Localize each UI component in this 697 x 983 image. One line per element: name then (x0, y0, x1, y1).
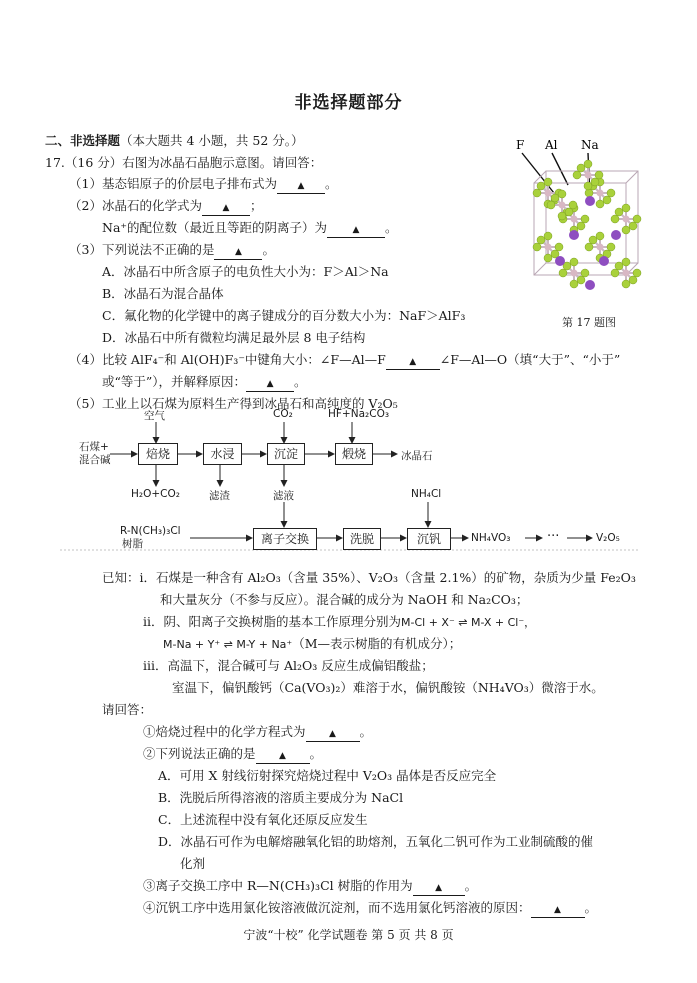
label-na: Na (581, 138, 599, 152)
known-ii-line2 (163, 634, 461, 652)
fluorine-atom (596, 232, 604, 240)
fluorine-atom (607, 243, 615, 251)
fluorine-atom (533, 243, 541, 251)
q17-part4a-text: （4）比较 AlF₄⁻和 Al(OH)F₃⁻中键角大小：∠F—Al—F (69, 352, 386, 367)
known-iii-line1: iii．高温下，混合碱可与 Al₂O₃ 反应生成偏铝酸盐； (143, 658, 434, 673)
punct: 。 (584, 900, 598, 915)
fluorine-atom (569, 201, 577, 209)
q17-part4b-text: ∠F—Al—O（填“大于”、“小于” (439, 352, 621, 367)
blank-marker-icon: ▲ (222, 203, 230, 213)
answer-blank[interactable] (413, 879, 465, 896)
input-resin (120, 525, 181, 551)
crystal-figure (508, 135, 650, 335)
q17-part4a (69, 350, 620, 370)
fluorine-atom (573, 171, 581, 179)
fluorine-atom (615, 262, 623, 270)
q17-part2b (102, 218, 398, 238)
fluorine-atom (547, 201, 555, 209)
sodium-atom (611, 230, 621, 240)
section-heading (45, 131, 304, 149)
input-line1: 石煤+ (79, 441, 109, 453)
aluminum-atom (545, 190, 552, 197)
fluorine-atom (622, 204, 630, 212)
fluorine-atom (565, 208, 573, 216)
known-ii-line1 (143, 612, 535, 630)
output-residue: 滤渣 (209, 490, 230, 502)
sodium-atom (569, 230, 579, 240)
sub-question-1 (143, 722, 372, 742)
aluminum-atom (597, 244, 604, 251)
aluminum-atom (545, 244, 552, 251)
sub-question-3 (143, 876, 477, 896)
alf6-clusters (533, 160, 641, 288)
q17-part3 (69, 240, 275, 260)
sub-question-2-option-d-line1: D．冰晶石可作为电解熔融氧化铝的助熔剂，五氧化二钒可作为工业制硫酸的催 (158, 834, 594, 849)
page-title: 非选择题部分 (294, 93, 403, 113)
punct: 。 (294, 374, 307, 389)
punct: 。 (324, 176, 338, 191)
q17-part1-text: （1）基态铝原子的价层电子排布式为 (69, 176, 277, 191)
blank-marker-icon: ▲ (297, 181, 305, 191)
fluorine-atom (544, 232, 552, 240)
aluminum-atom (623, 216, 630, 223)
punct: 。 (385, 220, 398, 235)
answer-blank[interactable] (214, 243, 262, 260)
fluorine-atom (558, 190, 566, 198)
q17-option-c: C．氟化物的化学键中的离子键成分的百分数大小为：NaF＞AlF₃ (102, 308, 466, 323)
fluorine-atom (633, 269, 641, 277)
figure-caption: 第 17 题图 (562, 316, 616, 329)
fluorine-atom (591, 178, 599, 186)
fluorine-atom (595, 171, 603, 179)
process-flow-diagram (60, 402, 640, 552)
blank-marker-icon: ▲ (266, 379, 274, 389)
known-ii-note: （M—表示树脂的有机成分）； (292, 636, 462, 651)
sodium-atom (585, 280, 595, 290)
sub-question-1-text: ①焙烧过程中的化学方程式为 (143, 724, 306, 739)
aluminum-atom (597, 190, 604, 197)
product-v2o5: V₂O₅ (596, 532, 620, 544)
fluorine-atom (629, 222, 637, 230)
label-f: F (516, 138, 525, 152)
step-vanadium-precip: 沉钒 (407, 528, 451, 550)
input-hf-na2co3: HF+Na₂CO₃ (328, 408, 390, 420)
input-line2: 混合碱 (79, 454, 111, 466)
fluorine-atom (585, 189, 593, 197)
fluorine-atom (607, 189, 615, 197)
fluorine-atom (622, 226, 630, 234)
sub-question-2-text: ②下列说法正确的是 (143, 746, 256, 761)
fluorine-atom (584, 160, 592, 168)
known-ii-prefix: ii．阴、阳离子交换树脂的基本工作原理分别为 (143, 614, 401, 629)
blank-marker-icon: ▲ (435, 883, 443, 893)
fluorine-atom (551, 194, 559, 202)
fluorine-atom (581, 269, 589, 277)
sub-question-3-text: ③离子交换工序中 R—N(CH₃)₃Cl 树脂的作用为 (143, 878, 413, 893)
fluorine-atom (558, 212, 566, 220)
input-coal-base (79, 441, 111, 467)
fluorine-atom (622, 280, 630, 288)
q17-part3-text: （3）下列说法不正确的是 (69, 242, 215, 257)
q17-part2a (69, 196, 262, 216)
punct: 。 (262, 242, 275, 257)
sub-question-2 (143, 744, 322, 764)
blank-marker-icon: ▲ (409, 357, 417, 367)
fluorine-atom (537, 182, 545, 190)
q17-part5: （5）工业上以石煤为原料生产得到冰晶石和高纯度的 V₂O₅ (69, 396, 398, 411)
known-i-line2: 和大量灰分（不参与反应）。混合碱的成分为 NaOH 和 Na₂CO₃； (160, 592, 529, 607)
output-filtrate: 滤液 (273, 490, 294, 502)
punct: ； (249, 198, 263, 213)
product-cryolite: 冰晶石 (401, 450, 433, 462)
step-water-leach: 水浸 (203, 443, 242, 465)
answer-blank[interactable] (246, 375, 294, 392)
q17-part1 (69, 174, 337, 194)
fluorine-atom (611, 215, 619, 223)
blank-marker-icon: ▲ (279, 751, 286, 761)
punct: 。 (359, 724, 373, 739)
input-co2: CO₂ (273, 408, 293, 420)
step-roasting: 焙烧 (138, 443, 178, 465)
section-label: 二、非选择题 (45, 133, 121, 148)
fluorine-atom (544, 254, 552, 262)
fluorine-atom (596, 200, 604, 208)
q17-part2b-text: Na⁺的配位数（最近且等距的阴离子）为 (102, 220, 327, 235)
known-i-line1: 已知：i．石煤是一种含有 Al₂O₃（含量 35%）、V₂O₃（含量 2.1%）的矿物，杂质为少量 Fe₂O₃ (102, 570, 636, 585)
q17-option-b: B．冰晶石为混合晶体 (102, 286, 224, 301)
sodium-atom (555, 256, 565, 266)
step-ion-exchange: 离子交换 (253, 528, 317, 550)
answer-blank[interactable] (531, 901, 585, 918)
fluorine-atom (570, 258, 578, 266)
cryolite-unit-cell-image (508, 135, 650, 335)
aluminum-atom (585, 172, 592, 179)
step-precipitate: 沉淀 (267, 443, 305, 465)
sub-question-2-option-a: A．可用 X 射线衍射探究焙烧过程中 V₂O₃ 晶体是否反应完全 (158, 768, 497, 783)
question-17-stem: 17.（16 分）右图为冰晶石晶胞示意图。请回答： (45, 155, 323, 170)
answer-blank[interactable] (202, 199, 250, 216)
fluorine-atom (559, 269, 567, 277)
q17-part4c-text: 或“等于”），并解释原因： (102, 374, 247, 389)
q17-option-a: A．冰晶石中所含原子的电负性大小为：F＞Al＞Na (102, 264, 389, 279)
fluorine-atom (533, 189, 541, 197)
aluminum-atom (571, 270, 578, 277)
fluorine-atom (589, 236, 597, 244)
sub-question-2-option-c: C．上述流程中没有氧化还原反应发生 (158, 812, 368, 827)
aluminum-atom (571, 216, 578, 223)
fluorine-atom (633, 215, 641, 223)
fluorine-atom (581, 215, 589, 223)
sub-question-4 (143, 898, 597, 918)
sodium-atom (585, 196, 595, 206)
ellipsis: ··· (547, 529, 560, 544)
fluorine-atom (611, 269, 619, 277)
q17-option-d: D．冰晶石中所有微粒均满足最外层 8 电子结构 (102, 330, 366, 345)
fluorine-atom (570, 280, 578, 288)
fluorine-atom (603, 196, 611, 204)
output-h2o-co2: H₂O+CO₂ (131, 488, 180, 500)
sub-question-4-text: ④沉钒工序中选用氯化铵溶液做沉淀剂，而不选用氯化钙溶液的原因： (143, 900, 531, 915)
answer-blank[interactable] (256, 747, 310, 764)
answer-blank[interactable] (386, 353, 440, 370)
input-nh4cl: NH₄Cl (411, 488, 442, 500)
fluorine-atom (615, 208, 623, 216)
step-elution: 洗脱 (343, 528, 381, 550)
product-nh4vo3: NH₄VO₃ (471, 532, 511, 544)
input-air: 空气 (144, 410, 165, 422)
step-calcine: 煅烧 (335, 443, 373, 465)
fluorine-atom (629, 276, 637, 284)
label-al: Al (545, 138, 558, 152)
aluminum-atom (559, 202, 566, 209)
q17-part2a-text: （2）冰晶石的化学式为 (69, 198, 202, 213)
fluorine-atom (622, 258, 630, 266)
blank-marker-icon: ▲ (235, 247, 242, 257)
sodium-atom (599, 256, 609, 266)
fluorine-atom (577, 164, 585, 172)
blank-marker-icon: ▲ (352, 225, 360, 235)
section-note: （本大题共 4 小题，共 52 分。） (120, 133, 304, 148)
fluorine-atom (584, 182, 592, 190)
fluorine-atom (577, 276, 585, 284)
answer-intro: 请回答： (102, 702, 153, 717)
sub-question-2-option-d-line2: 化剂 (180, 856, 206, 871)
page-footer: 宁波“十校” 化学试题卷 第 5 页 共 8 页 (243, 928, 454, 942)
answer-blank[interactable] (327, 221, 385, 238)
fluorine-atom (555, 243, 563, 251)
resin-line2: 树脂 (122, 538, 143, 550)
known-iii-line2: 室温下，偏钒酸钙（Ca(VO₃)₂）难溶于水，偏钒酸铵（NH₄VO₃）微溶于水。 (172, 680, 604, 695)
punct: 。 (464, 878, 478, 893)
punct: 。 (309, 746, 323, 761)
q17-part4c (102, 372, 307, 392)
equation-cation-exchange: M-Na + Y⁺ ⇌ M-Y + Na⁺ (163, 638, 293, 651)
blank-marker-icon: ▲ (329, 729, 336, 739)
answer-blank[interactable] (306, 725, 360, 742)
fluorine-atom (537, 236, 545, 244)
fluorine-atom (577, 222, 585, 230)
fluorine-atom (585, 243, 593, 251)
fluorine-atom (544, 178, 552, 186)
resin-line1: R-N(CH₃)₃Cl (120, 525, 181, 537)
blank-marker-icon: ▲ (554, 905, 561, 915)
equation-anion-exchange: M-Cl + X⁻ ⇌ M-X + Cl⁻， (401, 616, 536, 629)
aluminum-atom (623, 270, 630, 277)
answer-blank[interactable] (277, 177, 325, 194)
sub-question-2-option-b: B．洗脱后所得溶液的溶质主要成分为 NaCl (158, 790, 404, 805)
